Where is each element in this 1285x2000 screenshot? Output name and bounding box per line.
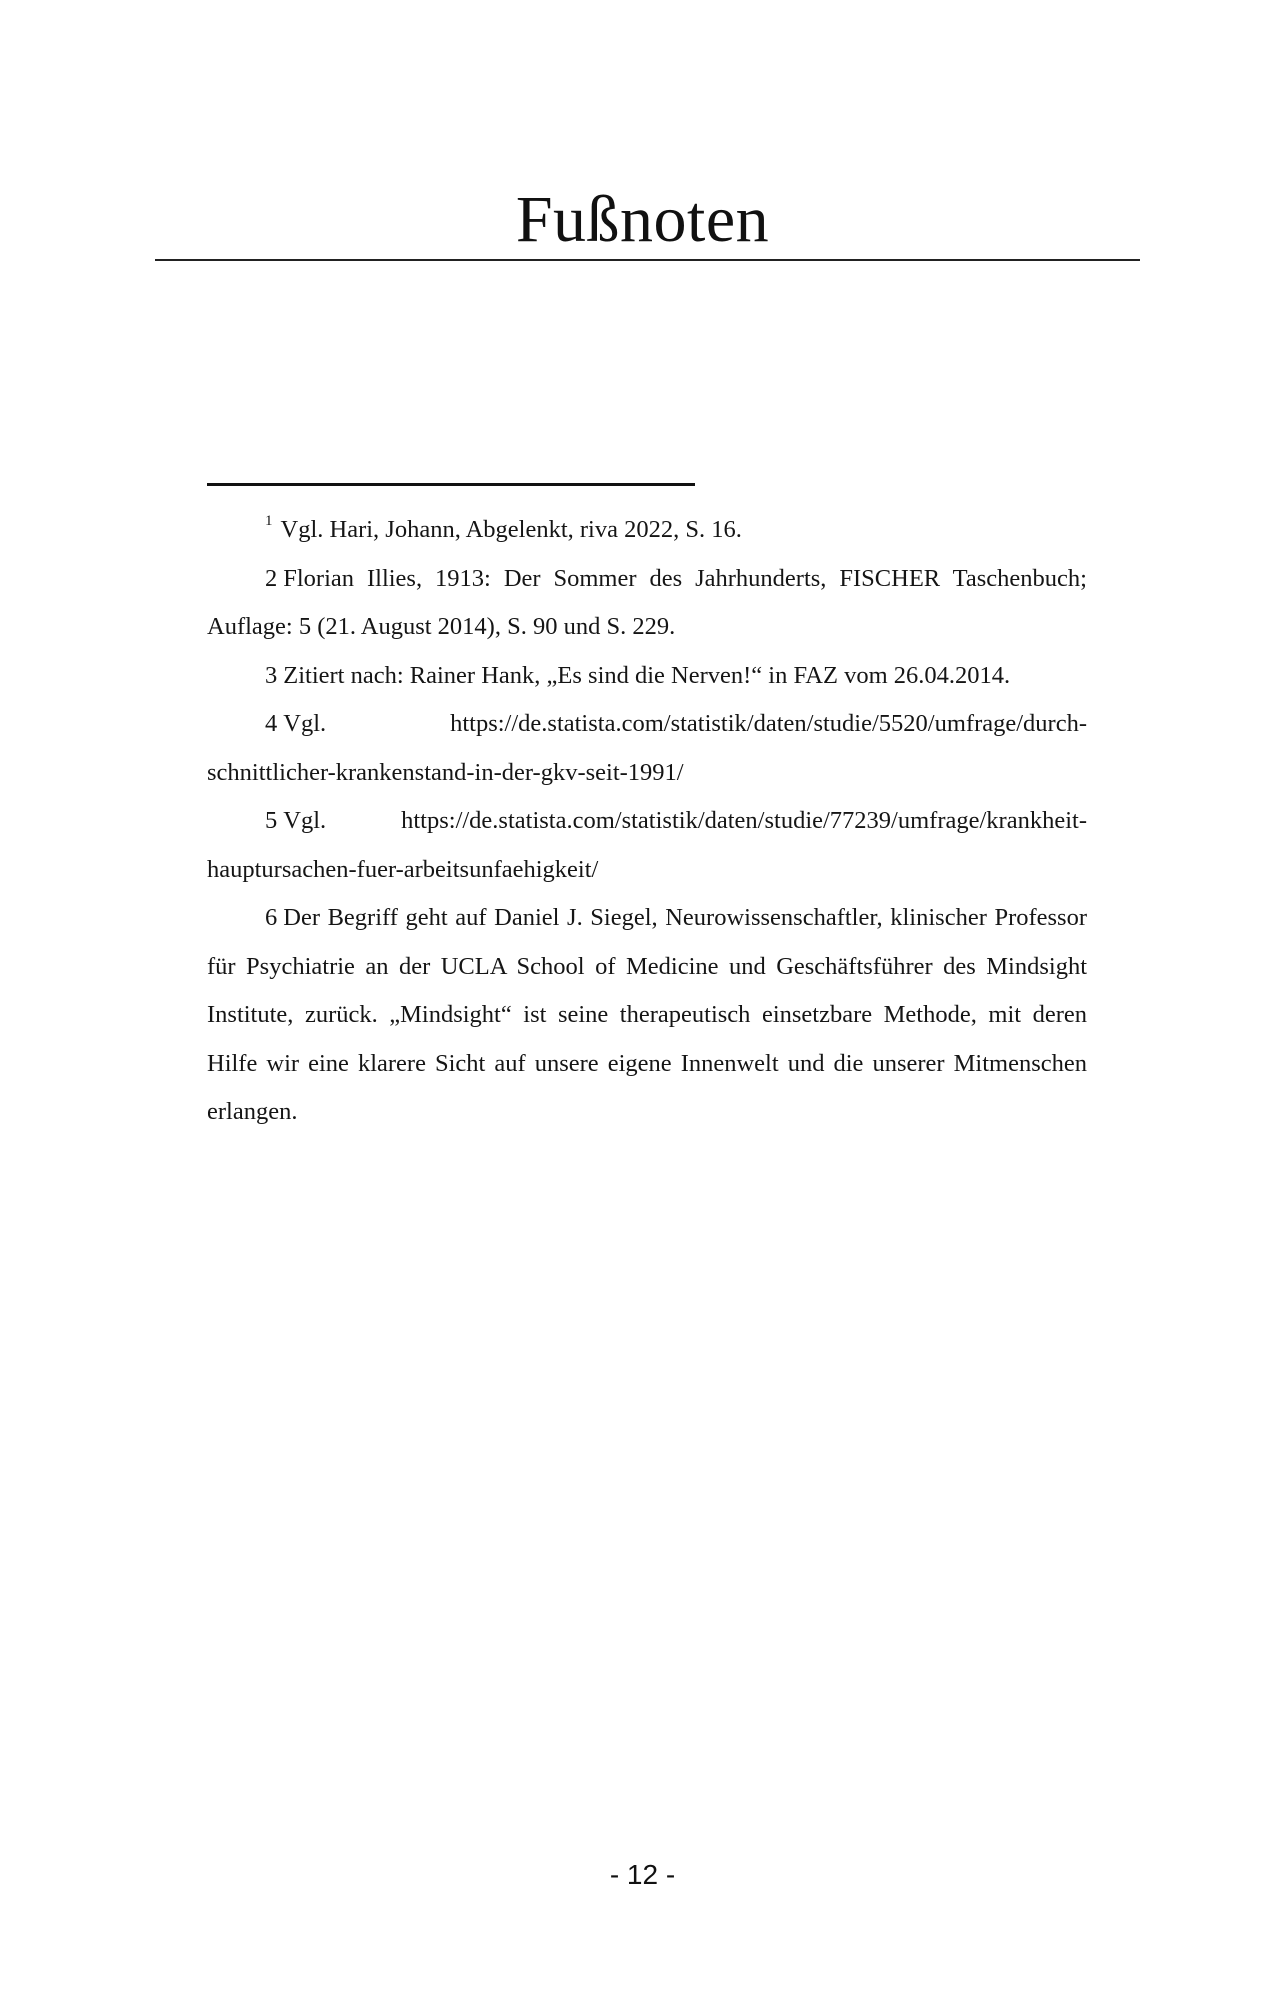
footnotes-list bbox=[207, 506, 1087, 1137]
footnote-4 bbox=[207, 700, 1087, 797]
footnote-text: Der Begriff geht auf Daniel J. Siegel, Neurowissenschaftler, klinischer Professor für Psychiatrie an der UCLA School of Medicine und Geschäftsführer des Mindsight Institute, zurück. „Mindsight“ ist seine therapeutisch einsetzbare Methode, mit deren Hilfe wir eine klarere Sicht auf unsere eigene Innenwelt und die unserer Mitmenschen erlangen. bbox=[207, 904, 1087, 1125]
footnote-1 bbox=[207, 506, 1087, 555]
page-title: Fußnoten bbox=[515, 183, 770, 256]
footnote-text: Vgl. https://de.statista.com/statistik/daten/studie/77239/umfrage/krankheithauptursachen-fuer-arbeitsunfaehigkeit/ bbox=[207, 807, 1087, 883]
footnote-separator bbox=[207, 483, 695, 486]
footnote-number: 4 bbox=[265, 710, 278, 737]
footnote-text: Vgl. https://de.statista.com/statistik/daten/studie/5520/umfrage/durchschnittlicher-krankenstand-in-der-gkv-seit-1991/ bbox=[207, 710, 1087, 786]
footnote-5 bbox=[207, 797, 1087, 894]
footnote-number: 3 bbox=[265, 661, 278, 689]
footnote-number: 6 bbox=[265, 904, 278, 931]
footnote-number: 2 bbox=[265, 564, 278, 592]
footnote-text: Zitiert nach: Rainer Hank, „Es sind die Nerven!“ in FAZ vom 26.04.2014. bbox=[283, 661, 1011, 689]
page-number: - 12 - bbox=[609, 1859, 676, 1890]
footnote-6 bbox=[207, 894, 1087, 1137]
footnote-number: 5 bbox=[265, 807, 278, 834]
footnote-text: Florian Illies, 1913: Der Sommer des Jahrhunderts, FISCHER Taschenbuch; Auflage: 5 (21. August 2014), S. 90 und S. 229. bbox=[207, 564, 1087, 640]
footnote-number: 1 bbox=[265, 512, 273, 529]
title-underline bbox=[155, 259, 1140, 261]
footnote-3 bbox=[207, 652, 1087, 701]
footnote-2 bbox=[207, 555, 1087, 652]
footnote-text: Vgl. Hari, Johann, Abgelenkt, riva 2022, S. 16. bbox=[280, 516, 742, 543]
